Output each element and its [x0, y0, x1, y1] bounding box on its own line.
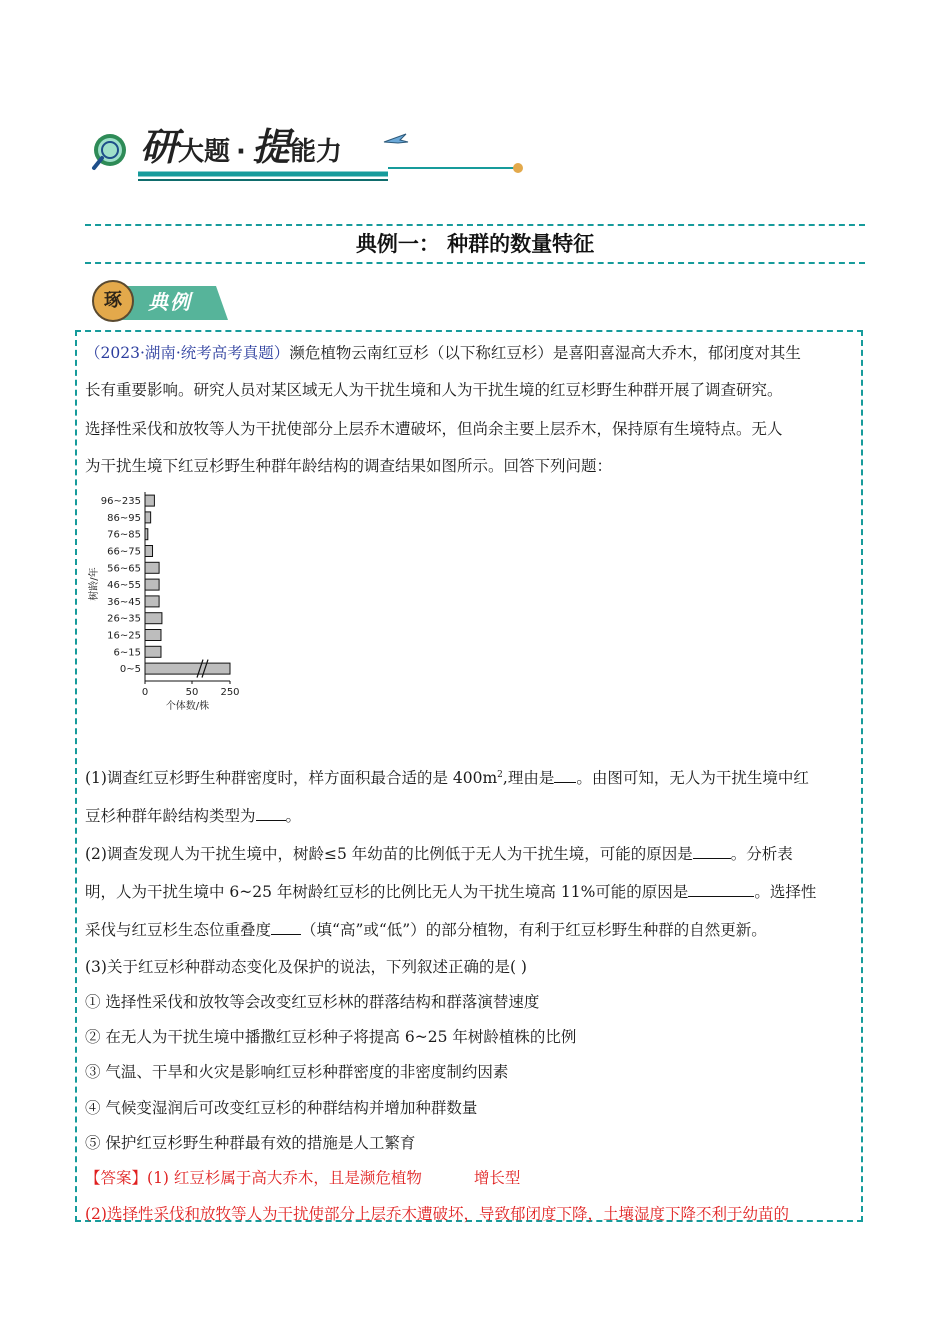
answer-line-1: 【答案】(1) 红豆杉属于高大乔木，且是濒危植物 增长型 [85, 1169, 521, 1187]
header-bottom-divider [85, 262, 865, 264]
header-top-divider [85, 224, 865, 226]
chart-tick-label-0~5: 0~5 [119, 664, 141, 676]
chart-tick-label-26~35: 26~35 [107, 613, 141, 625]
chart-tick-label-6~15: 6~15 [113, 647, 141, 659]
chart-bar-96~235 [145, 495, 154, 506]
chart-x-tick-label-0: 0 [141, 687, 149, 698]
q1-blank-reason[interactable] [554, 768, 576, 783]
chart-bar-36~45 [145, 596, 159, 607]
chart-tick-label-16~25: 16~25 [107, 630, 141, 642]
chart-x-axis-label: 个体数/株 [165, 701, 210, 712]
question-source: （2023·湖南·统考高考真题） [85, 344, 290, 362]
answer-line-2: (2)选择性采伐和放牧等人为干扰使部分上层乔木遭破坏，导致郁闭度下降，土壤湿度下降不利于幼苗的 [85, 1205, 789, 1223]
chart-tick-label-66~75: 66~75 [107, 546, 141, 558]
chart-bar-86~95 [145, 512, 151, 523]
question-intro-line-3: 选择性采伐和放牧等人为干扰使部分上层乔木遭破坏，但尚余主要上层乔木，保持原有生境特点。无人 [85, 420, 783, 438]
banner-char-2: 提 [251, 125, 290, 169]
chart-bar-0~5 [145, 663, 230, 674]
q3-option-4: ④ 气候变湿润后可改变红豆杉的种群结构并增加种群数量 [85, 1099, 478, 1117]
q3-option-5: ⑤ 保护红豆杉野生种群最有效的措施是人工繁育 [85, 1134, 416, 1152]
chart-bar-6~15 [145, 646, 161, 657]
example-title: 典例一： 种群的数量特征 [355, 232, 595, 256]
question-intro-line-4: 为干扰生境下红豆杉野生种群年龄结构的调查结果如图所示。回答下列问题： [85, 457, 613, 475]
banner-text-1: 大题 [178, 137, 231, 167]
q3-stem: (3)关于红豆杉种群动态变化及保护的说法，下列叙述正确的是( ) [85, 958, 527, 976]
q2-line-2: 明，人为干扰生境中 6~25 年树龄红豆杉的比例比无人为干扰生境高 11%可能的原因是 。选择性 [85, 883, 817, 901]
banner-separator: · [236, 137, 246, 167]
example-tag-circle: 琢 [92, 280, 134, 322]
q1-line-1: (1)调查红豆杉野生种群密度时，样方面积最合适的是 $400m^2$,理由是 。由图可知，无人为干扰生境中红 [85, 769, 809, 787]
chart-tick-label-56~65: 56~65 [107, 563, 141, 575]
chart-tick-label-96~235: 96~235 [100, 496, 141, 508]
q2-line-1: (2)调查发现人为干扰生境中，树龄≤5 年幼苗的比例低于无人为干扰生境，可能的原因是 。分析表 [85, 845, 793, 863]
banner-char-1: 研 [140, 125, 179, 169]
chart-tick-label-86~95: 86~95 [107, 512, 141, 524]
q1-line-2: 豆杉种群年龄结构类型为 。 [85, 807, 302, 825]
chart-x-tick-label-50: 50 [185, 687, 199, 698]
q3-option-2: ② 在无人为干扰生境中播撒红豆杉种子将提高 6~25 年树龄植株的比例 [85, 1028, 577, 1046]
question-intro-line-1: （2023·湖南·统考高考真题）濒危植物云南红豆杉（以下称红豆杉）是喜阳喜湿高大乔木，郁闭度对其生 [85, 344, 801, 362]
chart-tick-label-46~55: 46~55 [107, 580, 141, 592]
chart-bar-16~25 [145, 630, 161, 641]
answer-tag: 【答案】 [85, 1169, 148, 1187]
chart-bar-76~85 [145, 529, 148, 540]
chart-bar-46~55 [145, 579, 159, 590]
chart-bar-66~75 [145, 546, 153, 557]
chart-tick-label-36~45: 36~45 [107, 596, 141, 608]
q2-line-3: 采伐与红豆杉生态位重叠度 （填“高”或“低”）的部分植物，有利于红豆杉野生种群的自然更新。 [85, 921, 767, 939]
q3-option-3: ③ 气温、干旱和火灾是影响红豆杉种群密度的非密度制约因素 [85, 1063, 509, 1081]
banner-text-2: 能力 [289, 137, 342, 167]
q3-option-1: ① 选择性采伐和放牧等会改变红豆杉林的群落结构和群落演替速度 [85, 993, 540, 1011]
example-tag-label: 典例 [148, 290, 192, 314]
section-banner-title [140, 116, 342, 171]
q2-blank-overlap[interactable] [271, 920, 301, 935]
age-structure-chart [85, 492, 265, 722]
chart-tick-label-76~85: 76~85 [107, 529, 141, 541]
chart-y-axis-label: 树龄/年 [89, 567, 100, 601]
q2-blank-reason-1[interactable] [693, 844, 731, 859]
q2-blank-reason-2[interactable] [688, 882, 754, 897]
chart-bar-26~35 [145, 613, 162, 624]
chart-x-tick-label-250: 250 [220, 687, 240, 698]
question-intro-line-2: 长有重要影响。研究人员对某区域无人为干扰生境和人为干扰生境的红豆杉野生种群开展了调查研究。 [85, 381, 783, 399]
chart-bar-56~65 [145, 562, 159, 573]
q1-blank-age-structure[interactable] [256, 806, 286, 821]
